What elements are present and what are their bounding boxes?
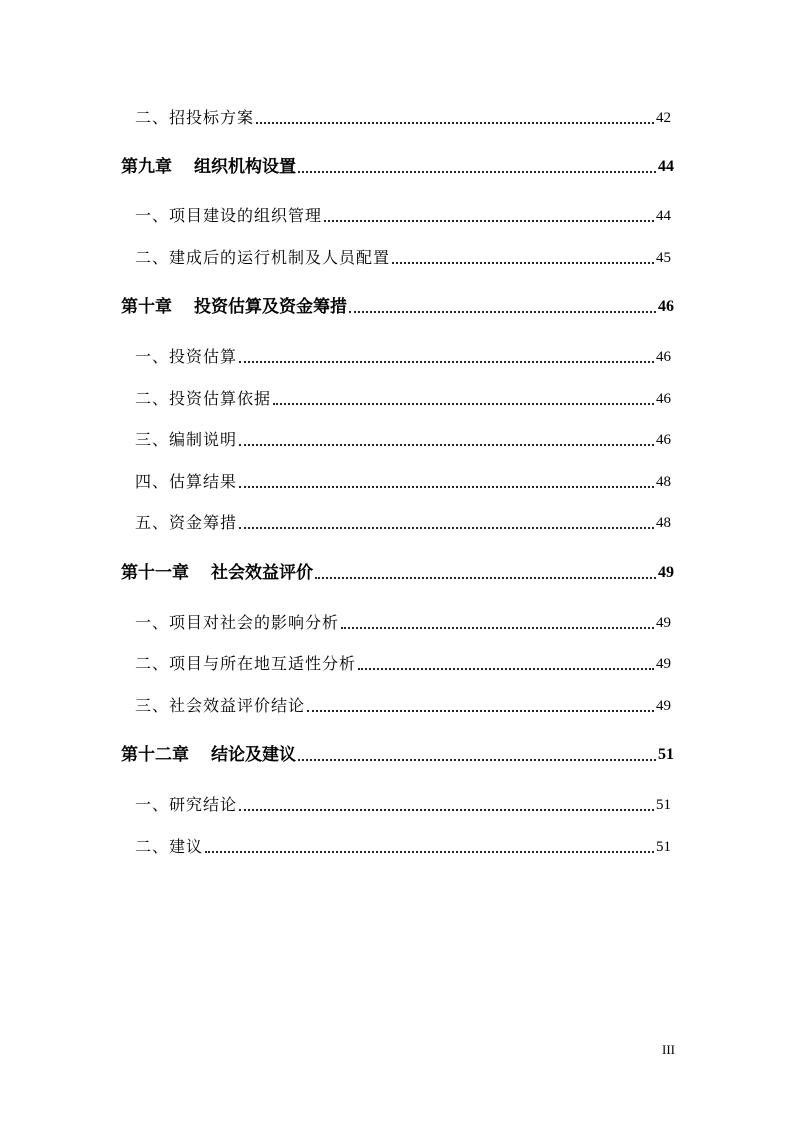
toc-entry-section[interactable]: [135, 791, 671, 815]
toc-entry-title: 一、研究结论: [135, 795, 238, 814]
toc-entry-title: 二、建议: [135, 837, 204, 856]
toc-entry-title: 投资估算及资金筹措: [194, 297, 347, 317]
toc-entry-section[interactable]: [135, 202, 671, 226]
toc-entry-chapter[interactable]: [121, 741, 674, 765]
toc-entry-section[interactable]: [135, 692, 671, 716]
toc-entry-page: 46: [656, 349, 671, 365]
toc-entry-section[interactable]: [135, 833, 671, 857]
toc-leader: [298, 171, 656, 173]
toc-entry-title: 二、招投标方案: [135, 108, 255, 127]
toc-entry-title: 社会效益评价: [211, 563, 313, 583]
toc-entry-section[interactable]: [135, 385, 671, 409]
toc-entry-chapter[interactable]: [121, 293, 674, 317]
toc-entry-page: 51: [658, 746, 674, 763]
toc-entry-title: 四、估算结果: [135, 472, 238, 491]
toc-leader: [315, 577, 656, 579]
toc-chapter-label: 第十二章: [121, 745, 189, 765]
toc-entry-page: 42: [656, 110, 671, 126]
toc-entry-page: 49: [656, 698, 671, 714]
toc-leader: [358, 668, 654, 670]
toc-leader: [256, 122, 654, 124]
toc-leader: [392, 262, 654, 264]
toc-leader: [239, 444, 654, 446]
toc-entry-title: 一、投资估算: [135, 347, 238, 366]
toc-leader: [324, 220, 654, 222]
toc-leader: [273, 403, 654, 405]
toc-entry-section[interactable]: [135, 426, 671, 450]
toc-entry-page: 46: [656, 432, 671, 448]
toc-entry-title: 一、项目对社会的影响分析: [135, 613, 340, 632]
toc-leader: [239, 809, 654, 811]
toc-leader: [239, 527, 654, 529]
toc-entry-chapter[interactable]: [121, 153, 674, 177]
toc-entry-section[interactable]: [135, 104, 671, 128]
toc-entry-page: 51: [656, 797, 671, 813]
toc-entry-section[interactable]: [135, 468, 671, 492]
toc-entry-page: 49: [656, 656, 671, 672]
toc-entry-section[interactable]: [135, 609, 671, 633]
toc-entry-page: 51: [656, 839, 671, 855]
toc-leader: [298, 759, 656, 761]
toc-entry-title: 二、建成后的运行机制及人员配置: [135, 248, 391, 267]
page-number: III: [662, 1042, 675, 1057]
toc-entry-title: 二、项目与所在地互适性分析: [135, 654, 357, 673]
toc-entry-title: 三、编制说明: [135, 430, 238, 449]
toc-leader: [341, 627, 654, 629]
toc-leader: [239, 361, 654, 363]
toc-entry-page: 49: [656, 615, 671, 631]
toc-chapter-label: 第九章: [121, 157, 172, 177]
toc-entry-title: 三、社会效益评价结论: [135, 696, 306, 715]
toc-entry-page: 44: [656, 208, 671, 224]
toc-entry-chapter[interactable]: [121, 559, 674, 583]
toc-entry-page: 48: [656, 515, 671, 531]
toc-leader: [307, 710, 654, 712]
toc-entry-page: 45: [656, 250, 671, 266]
toc-entry-page: 49: [658, 564, 674, 581]
toc-entry-title: 一、项目建设的组织管理: [135, 206, 323, 225]
toc-chapter-label: 第十一章: [121, 563, 189, 583]
toc-leader: [239, 486, 654, 488]
toc-entry-title: 五、资金筹措: [135, 513, 238, 532]
toc-entry-title: 二、投资估算依据: [135, 389, 272, 408]
toc-entry-page: 46: [658, 298, 674, 315]
toc-entry-section[interactable]: [135, 509, 671, 533]
toc-entry-page: 46: [656, 391, 671, 407]
toc-leader: [349, 311, 656, 313]
toc-entry-page: 48: [656, 474, 671, 490]
toc-chapter-label: 第十章: [121, 297, 172, 317]
toc-entry-section[interactable]: [135, 244, 671, 268]
toc-entry-title: 结论及建议: [211, 745, 296, 765]
toc-entry-page: 44: [658, 158, 674, 175]
toc-entry-section[interactable]: [135, 343, 671, 367]
toc-entry-section[interactable]: [135, 650, 671, 674]
toc-leader: [205, 851, 654, 853]
toc-entry-title: 组织机构设置: [194, 157, 296, 177]
